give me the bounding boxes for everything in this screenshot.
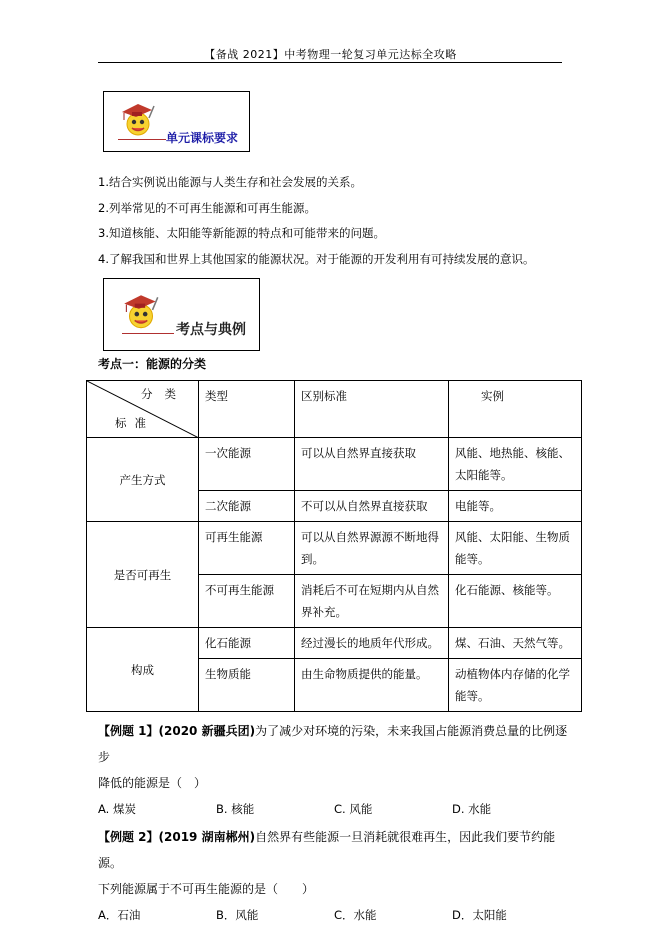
type-cell: 一次能源 — [199, 438, 295, 491]
unit-requirements-banner — [103, 91, 250, 152]
answer-option: A．石油 — [98, 908, 141, 922]
examples-cell: 化石能源、核能等。 — [449, 575, 582, 628]
examples-cell: 电能等。 — [449, 491, 582, 522]
column-header: 实例 — [449, 381, 582, 438]
answer-option: A. 煤炭 — [98, 802, 136, 816]
answer-option: D. 水能 — [452, 802, 492, 816]
answer-options — [98, 902, 570, 928]
example-label: 【例题 1】(2020 新疆兵团) — [98, 724, 256, 738]
example-question — [98, 718, 570, 770]
criterion-cell: 可以从自然界直接获取 — [295, 438, 449, 491]
requirement-item: 1.结合实例说出能源与人类生存和社会发展的关系。 — [98, 175, 362, 189]
exam-points-content — [86, 356, 581, 930]
graduation-mascot-icon — [118, 291, 164, 333]
criterion-cell: 消耗后不可在短期内从自然界补充。 — [295, 575, 449, 628]
answer-option: C．水能 — [334, 908, 377, 922]
type-cell: 二次能源 — [199, 491, 295, 522]
examples-cell: 风能、太阳能、生物质能等。 — [449, 522, 582, 575]
exam-points-title: 考点与典例 — [176, 322, 246, 338]
examples-cell: 动植物体内存储的化学能等。 — [449, 659, 582, 712]
type-cell: 可再生能源 — [199, 522, 295, 575]
banner-underline — [122, 333, 174, 334]
diagonal-header-cell — [87, 381, 199, 438]
unit-requirements-title: 单元课标要求 — [166, 131, 239, 145]
example-question-continued: 下列能源属于不可再生能源的是（ ） — [98, 882, 315, 896]
requirement-item: 4.了解我国和世界上其他国家的能源状况。对于能源的开发利用有可持续发展的意识。 — [98, 252, 535, 266]
column-header: 区别标准 — [295, 381, 449, 438]
column-header: 类型 — [199, 381, 295, 438]
energy-classification-table — [86, 380, 582, 712]
example-question-continued: 降低的能源是（ ） — [98, 776, 207, 790]
document-header-title: 【备战 2021】中考物理一轮复习单元达标全攻略 — [204, 48, 457, 61]
table-row — [87, 628, 582, 659]
type-cell: 化石能源 — [199, 628, 295, 659]
examples-section — [98, 718, 570, 928]
criterion-cell: 不可以从自然界直接获取 — [295, 491, 449, 522]
examples-cell: 风能、地热能、核能、太阳能等。 — [449, 438, 582, 491]
answer-option: B. 核能 — [216, 802, 255, 816]
standard-cell: 产生方式 — [87, 438, 199, 522]
criterion-cell: 可以从自然界源源不断地得到。 — [295, 522, 449, 575]
table-row — [87, 522, 582, 575]
corner-label-standard: 标准 — [115, 416, 154, 430]
type-cell: 生物质能 — [199, 659, 295, 712]
answer-option: C. 风能 — [334, 802, 373, 816]
criterion-cell: 由生命物质提供的能量。 — [295, 659, 449, 712]
exam-points-banner — [103, 278, 260, 351]
criterion-cell: 经过漫长的地质年代形成。 — [295, 628, 449, 659]
requirement-item: 3.知道核能、太阳能等新能源的特点和可能带来的问题。 — [98, 226, 385, 240]
example-label: 【例题 2】(2019 湖南郴州) — [98, 830, 256, 844]
table-header-row — [87, 381, 582, 438]
type-cell: 不可再生能源 — [199, 575, 295, 628]
standard-cell: 构成 — [87, 628, 199, 712]
standard-cell: 是否可再生 — [87, 522, 199, 628]
answer-option: D．太阳能 — [452, 908, 507, 922]
banner-underline — [118, 139, 166, 140]
corner-label-category: 分类 — [141, 387, 188, 401]
section-heading: 考点一：能源的分类 — [98, 357, 207, 371]
example-text: 自然界有些能源一旦消耗就很难再生，因此我们要节约能源。 — [98, 830, 556, 870]
graduation-mascot-icon — [116, 100, 160, 140]
answer-options — [98, 796, 570, 822]
example-question — [98, 824, 570, 876]
requirement-item: 2.列举常见的不可再生能源和可再生能源。 — [98, 201, 316, 215]
header-rule — [98, 62, 562, 63]
example-text: 为了减少对环境的污染，未来我国占能源消费总量的比例逐步 — [98, 724, 568, 764]
examples-cell: 煤、石油、天然气等。 — [449, 628, 582, 659]
table-row — [87, 438, 582, 491]
answer-option: B．风能 — [216, 908, 259, 922]
